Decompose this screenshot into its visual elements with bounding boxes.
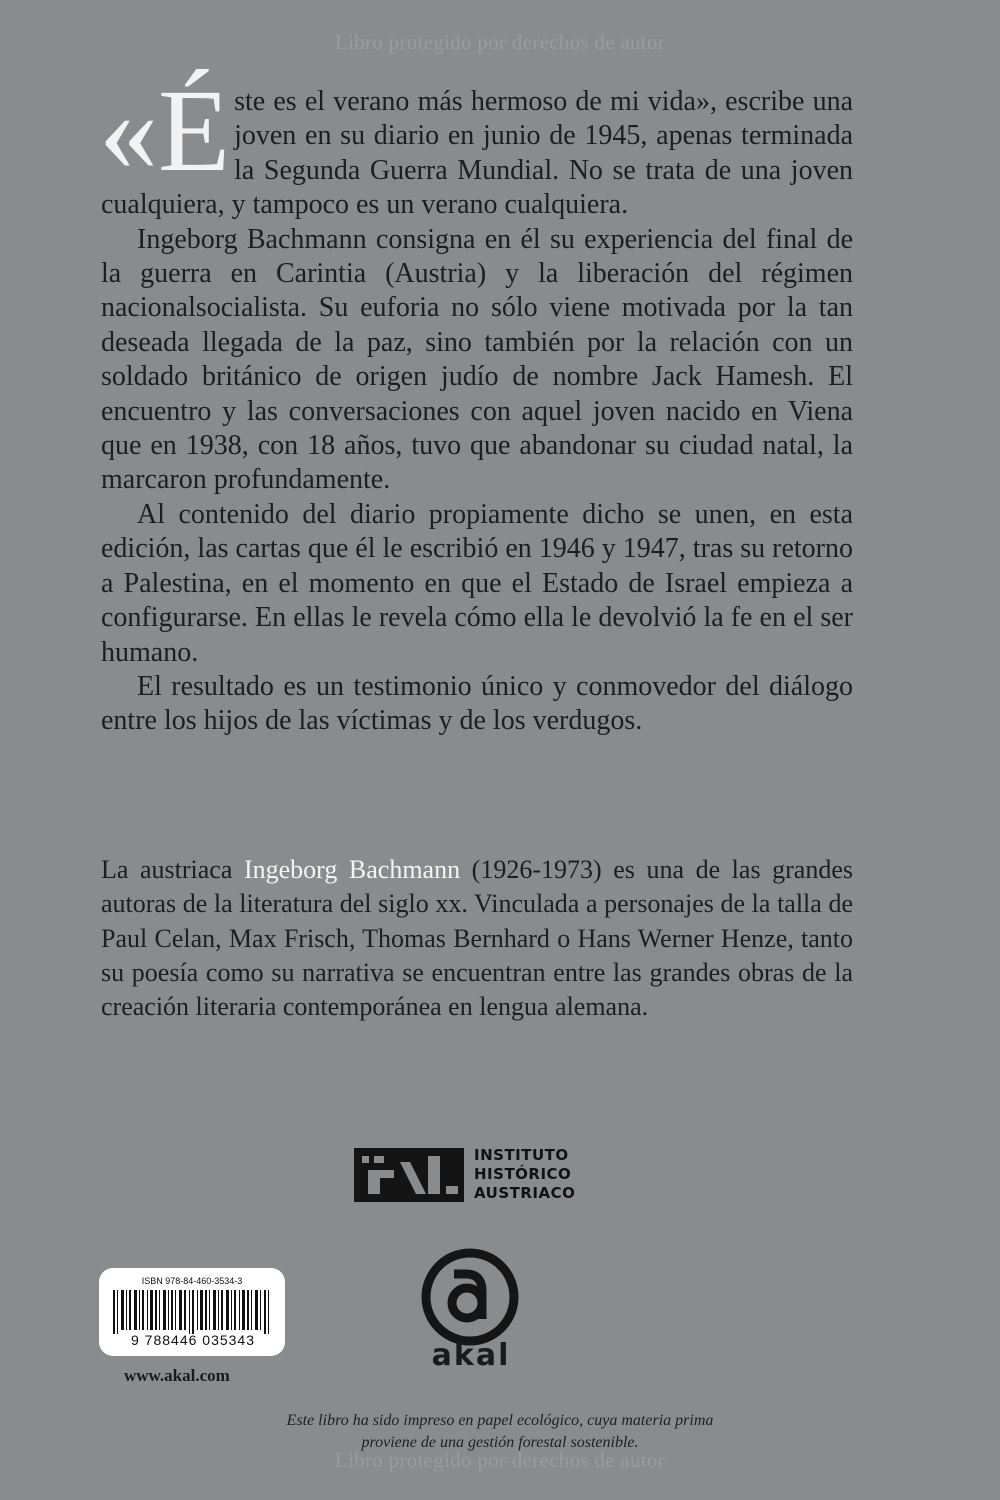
author-bio: [101, 853, 853, 1024]
institute-mark-icon: [354, 1148, 464, 1202]
synopsis-paragraph-1-text: ste es el verano más hermoso de mi vida», escribe una joven en su diario en junio de 1945, apenas terminada la Segunda Guerra Mundial. No se trata de una joven cualquiera, y tampoco es un verano cualquiera.: [101, 86, 853, 221]
barcode-number: 9 788446 035343: [131, 1332, 255, 1348]
synopsis-paragraph-4: El resultado es un testimonio único y conmovedor del diálogo entre los hijos de las víctimas y de los verdugos.: [101, 670, 853, 737]
synopsis-paragraph-3: Al contenido del diario propiamente dicho se unen, en esta edición, las cartas que él le escribió en 1946 y 1947, tras su retorno a Palestina, en el momento en que el Estado de Israel empieza a configurarse. En ellas le revela cómo ella le devolvió la fe en el ser humano.: [101, 498, 853, 668]
author-name: Ingeborg Bachmann: [243, 855, 461, 884]
institute-line-2: HISTÓRICO: [474, 1165, 572, 1183]
synopsis: [99, 65, 853, 739]
isbn-label: ISBN 978-84-460-3534-3: [141, 1276, 243, 1286]
author-bio-paragraph: [101, 853, 853, 1024]
barcode: [99, 1268, 285, 1356]
eco-note-line-2: proviene de una gestión forestal sostenible.: [361, 1434, 639, 1451]
bio-intro: La austriaca: [101, 855, 244, 884]
institute-name: [474, 1146, 575, 1203]
watermark-top: Libro protegido por derechos de autor: [334, 30, 666, 54]
website-link[interactable]: www.akal.com: [124, 1366, 230, 1385]
synopsis-paragraph-2: Ingeborg Bachmann consigna en él su experiencia del final de la guerra en Carintia (Austria) y la liberación del régimen nacionalsocialista. Su euforia no sólo viene motivada por la tan deseada llegada de la paz, sino también por la relación con un soldado británico de origen judío de nombre Jack Hamesh. El encuentro y las conversaciones con aquel joven nacido en Viena que en 1938, con 18 años, tuvo que abandonar su ciudad natal, la marcaron profundamente.: [101, 223, 853, 496]
bio-body: (1926-1973) es una de las grandes autoras de la literatura del siglo xx. Vinculada a personajes de la talla de Paul Celan, Max Frisch, Thomas Bernhard o Hans Werner Henze, tanto su poesía como su narrativa se encuentran entre las grandes obras de la creación literaria contemporánea en lengua alemana.: [101, 855, 853, 1022]
institute-line-1: INSTITUTO: [474, 1146, 569, 1164]
dropcap: «É: [99, 65, 231, 196]
eco-note-line-1: Este libro ha sido impreso en papel ecológico, cuya materia prima: [286, 1412, 714, 1429]
watermark-bottom: Libro protegido por derechos de autor: [334, 1448, 666, 1472]
publisher-name: akal: [431, 1338, 511, 1373]
institute-line-3: AUSTRIACO: [474, 1184, 576, 1202]
barcode-bars-icon: [113, 1290, 273, 1334]
synopsis-paragraph-1: [99, 65, 853, 223]
institute-logo: [354, 1146, 575, 1203]
